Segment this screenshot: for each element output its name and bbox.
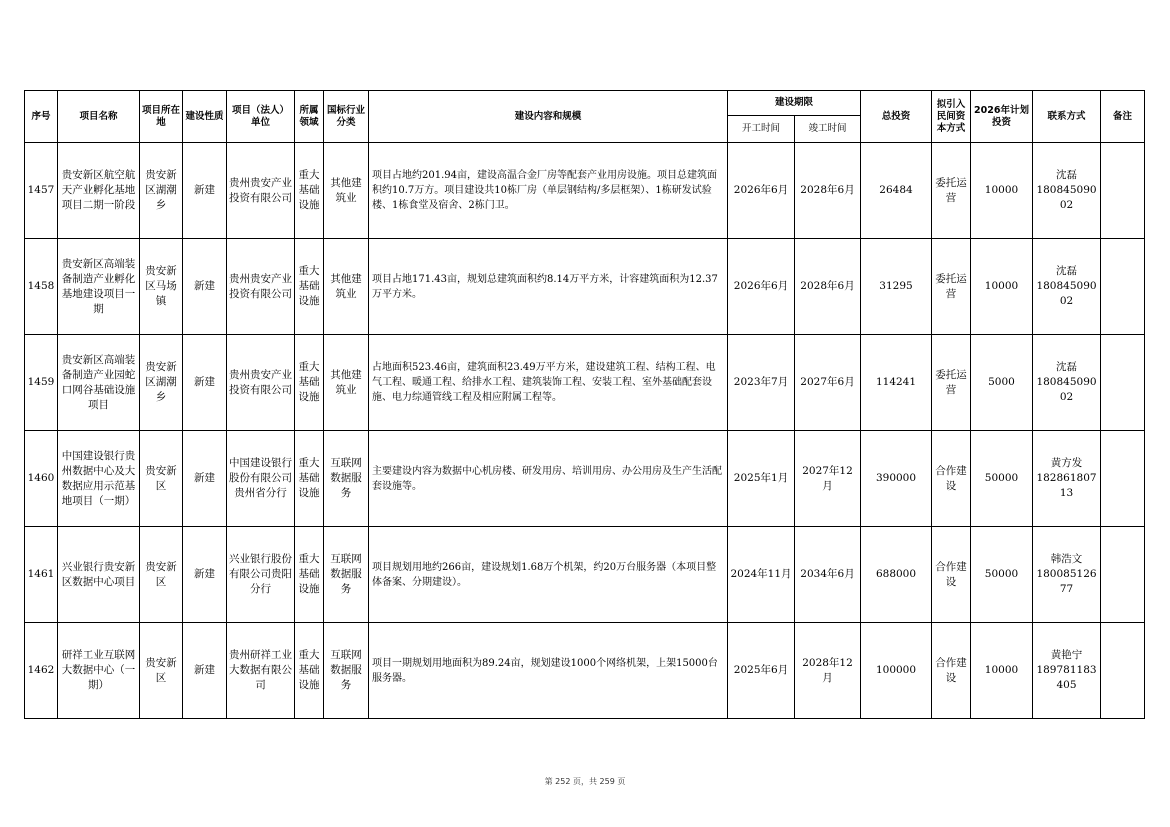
cell-content: 项目占地171.43亩，规划总建筑面积约8.14万平方米，计容建筑面积为12.37万平方米。 [369, 239, 728, 335]
cell-end: 2034年6月 [795, 527, 861, 623]
cell-nature: 新建 [183, 239, 227, 335]
cell-end: 2028年6月 [795, 143, 861, 239]
cell-end: 2028年12月 [795, 623, 861, 719]
table-row [25, 527, 1145, 623]
cell-start: 2025年1月 [728, 431, 795, 527]
contact-name: 沈磊 [1056, 169, 1077, 181]
cell-mode: 合作建设 [932, 431, 971, 527]
table-row [25, 335, 1145, 431]
cell-seq: 1461 [25, 527, 58, 623]
header-period: 建设期限 [728, 91, 861, 116]
cell-industry: 其他建筑业 [324, 335, 369, 431]
project-table [24, 90, 1145, 719]
cell-invest: 390000 [861, 431, 932, 527]
contact-name: 沈磊 [1056, 361, 1077, 373]
cell-name: 兴业银行贵安新区数据中心项目 [58, 527, 140, 623]
cell-location: 贵安新区 [140, 623, 183, 719]
cell-invest: 26484 [861, 143, 932, 239]
contact-phone: 18084509002 [1036, 376, 1097, 403]
table-row [25, 143, 1145, 239]
cell-field: 重大基础设施 [295, 431, 324, 527]
page-footer: 第 252 页，共 259 页 [544, 777, 626, 786]
header-location: 项目所在地 [140, 91, 183, 143]
cell-note [1101, 143, 1145, 239]
cell-plan: 50000 [971, 431, 1033, 527]
cell-seq: 1458 [25, 239, 58, 335]
cell-content: 主要建设内容为数据中心机房楼、研发用房、培训用房、办公用房及生产生活配套设施等。 [369, 431, 728, 527]
cell-contact [1033, 431, 1101, 527]
header-name: 项目名称 [58, 91, 140, 143]
cell-field: 重大基础设施 [295, 623, 324, 719]
cell-plan: 10000 [971, 239, 1033, 335]
cell-invest: 100000 [861, 623, 932, 719]
cell-end: 2027年6月 [795, 335, 861, 431]
cell-nature: 新建 [183, 431, 227, 527]
header-note: 备注 [1101, 91, 1145, 143]
cell-start: 2024年11月 [728, 527, 795, 623]
cell-end: 2028年6月 [795, 239, 861, 335]
table-row [25, 239, 1145, 335]
cell-note [1101, 623, 1145, 719]
cell-mode: 合作建设 [932, 527, 971, 623]
header-nature: 建设性质 [183, 91, 227, 143]
cell-location: 贵安新区马场镇 [140, 239, 183, 335]
contact-phone: 18084509002 [1036, 184, 1097, 211]
cell-contact [1033, 623, 1101, 719]
cell-location: 贵安新区 [140, 431, 183, 527]
cell-note [1101, 239, 1145, 335]
contact-name: 韩浩文 [1050, 553, 1083, 565]
cell-field: 重大基础设施 [295, 239, 324, 335]
cell-plan: 10000 [971, 623, 1033, 719]
cell-unit: 中国建设银行股份有限公司贵州省分行 [227, 431, 295, 527]
cell-note [1101, 431, 1145, 527]
cell-seq: 1459 [25, 335, 58, 431]
cell-contact [1033, 143, 1101, 239]
cell-end: 2027年12月 [795, 431, 861, 527]
cell-start: 2025年6月 [728, 623, 795, 719]
header-plan: 2026年计划投资 [971, 91, 1033, 143]
cell-field: 重大基础设施 [295, 527, 324, 623]
cell-unit: 贵州贵安产业投资有限公司 [227, 239, 295, 335]
cell-seq: 1460 [25, 431, 58, 527]
cell-content: 占地面积523.46亩，建筑面积23.49万平方米，建设建筑工程、结构工程、电气工程、暖通工程、给排水工程、建筑装饰工程、安装工程、室外基础配套设施、电力综通管线工程及相应附属工程等。 [369, 335, 728, 431]
cell-invest: 114241 [861, 335, 932, 431]
cell-mode: 合作建设 [932, 623, 971, 719]
cell-invest: 688000 [861, 527, 932, 623]
cell-plan: 5000 [971, 335, 1033, 431]
table-row [25, 623, 1145, 719]
cell-nature: 新建 [183, 527, 227, 623]
header-unit: 项目（法人）单位 [227, 91, 295, 143]
contact-phone: 18084509002 [1036, 280, 1097, 307]
cell-location: 贵安新区湖潮乡 [140, 143, 183, 239]
cell-field: 重大基础设施 [295, 335, 324, 431]
cell-name: 贵安新区航空航天产业孵化基地项目二期一阶段 [58, 143, 140, 239]
cell-location: 贵安新区 [140, 527, 183, 623]
cell-nature: 新建 [183, 143, 227, 239]
cell-contact [1033, 239, 1101, 335]
contact-phone: 18008512677 [1036, 568, 1097, 595]
contact-phone: 189781183405 [1036, 664, 1097, 691]
cell-contact [1033, 527, 1101, 623]
cell-unit: 兴业银行股份有限公司贵阳分行 [227, 527, 295, 623]
cell-start: 2026年6月 [728, 239, 795, 335]
cell-note [1101, 335, 1145, 431]
cell-content: 项目一期规划用地面积为89.24亩，规划建设1000个网络机架，上架15000台服务器。 [369, 623, 728, 719]
cell-name: 贵安新区高端装备制造产业园蛇口网谷基础设施项目 [58, 335, 140, 431]
cell-invest: 31295 [861, 239, 932, 335]
cell-plan: 10000 [971, 143, 1033, 239]
cell-seq: 1457 [25, 143, 58, 239]
cell-industry: 互联网数据服务 [324, 623, 369, 719]
cell-industry: 其他建筑业 [324, 239, 369, 335]
header-field: 所属领域 [295, 91, 324, 143]
cell-name: 贵安新区高端装备制造产业孵化基地建设项目一期 [58, 239, 140, 335]
cell-mode: 委托运营 [932, 239, 971, 335]
header-row [25, 91, 1145, 116]
header-seq: 序号 [25, 91, 58, 143]
cell-contact [1033, 335, 1101, 431]
contact-name: 黄方发 [1050, 457, 1083, 469]
cell-mode: 委托运营 [932, 335, 971, 431]
cell-start: 2023年7月 [728, 335, 795, 431]
cell-content: 项目占地约201.94亩，建设高温合金厂房等配套产业用房设施。项目总建筑面积约10.7万方。项目建设共10栋厂房（单层钢结构/多层框架）、1栋研发试验楼、1栋食堂及宿舍、2栋门卫。 [369, 143, 728, 239]
cell-field: 重大基础设施 [295, 143, 324, 239]
header-industry: 国标行业分类 [324, 91, 369, 143]
cell-unit: 贵州贵安产业投资有限公司 [227, 143, 295, 239]
header-content: 建设内容和规模 [369, 91, 728, 143]
cell-plan: 50000 [971, 527, 1033, 623]
cell-name: 研祥工业互联网大数据中心（一期） [58, 623, 140, 719]
header-mode: 拟引入民间资本方式 [932, 91, 971, 143]
cell-industry: 互联网数据服务 [324, 527, 369, 623]
cell-industry: 其他建筑业 [324, 143, 369, 239]
table-row [25, 431, 1145, 527]
cell-content: 项目规划用地约266亩，建设规划1.68万个机架，约20万台服务器（本项目整体备案、分期建设）。 [369, 527, 728, 623]
cell-location: 贵安新区湖潮乡 [140, 335, 183, 431]
cell-nature: 新建 [183, 335, 227, 431]
header-invest: 总投资 [861, 91, 932, 143]
cell-unit: 贵州研祥工业大数据有限公司 [227, 623, 295, 719]
cell-seq: 1462 [25, 623, 58, 719]
cell-start: 2026年6月 [728, 143, 795, 239]
cell-industry: 互联网数据服务 [324, 431, 369, 527]
contact-name: 黄艳宁 [1050, 649, 1083, 661]
cell-unit: 贵州贵安产业投资有限公司 [227, 335, 295, 431]
cell-nature: 新建 [183, 623, 227, 719]
cell-name: 中国建设银行贵州数据中心及大数据应用示范基地项目（一期） [58, 431, 140, 527]
contact-name: 沈磊 [1056, 265, 1077, 277]
header-contact: 联系方式 [1033, 91, 1101, 143]
cell-mode: 委托运营 [932, 143, 971, 239]
header-end: 竣工时间 [795, 116, 861, 143]
contact-phone: 18286180713 [1036, 472, 1097, 499]
cell-note [1101, 527, 1145, 623]
header-start: 开工时间 [728, 116, 795, 143]
